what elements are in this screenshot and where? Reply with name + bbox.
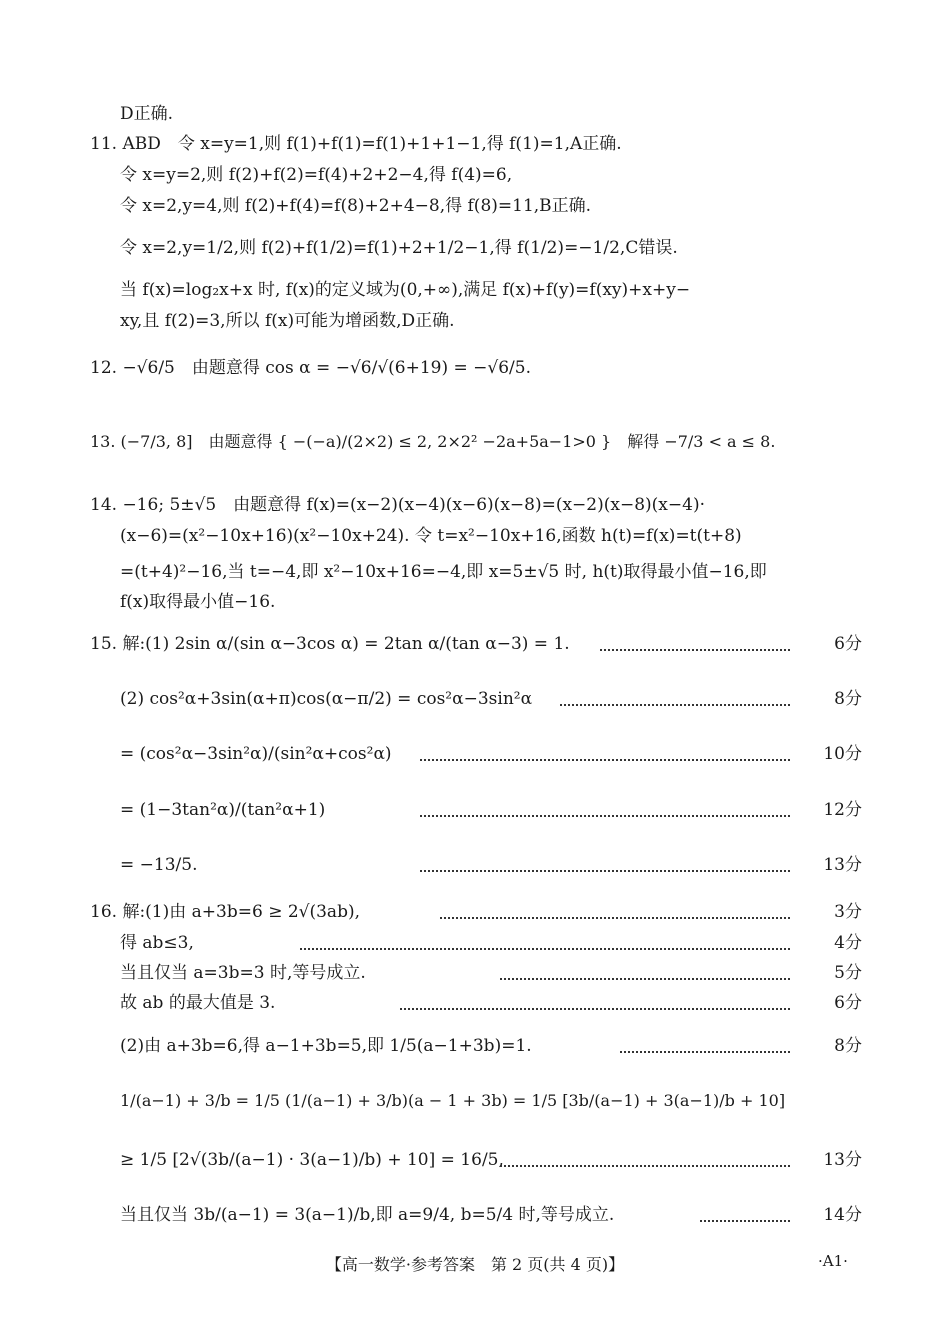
- text-line: 得 ab≤3,: [120, 933, 194, 953]
- score-label: 13分: [823, 1150, 862, 1170]
- text-line: 当且仅当 a=3b=3 时,等号成立.: [120, 963, 366, 983]
- text-line: 当且仅当 3b/(a−1) = 3(a−1)/b,即 a=9/4, b=5/4 时,等号成立.: [120, 1205, 615, 1225]
- page-footer: 【高一数学·参考答案 第 2 页(共 4 页)】: [325, 1255, 625, 1274]
- text-line: = (1−3tan²α)/(tan²α+1): [120, 800, 326, 820]
- text-line: 令 x=y=2,则 f(2)+f(2)=f(4)+2+2−4,得 f(4)=6,: [120, 165, 513, 185]
- edition-tag: ·A1·: [818, 1252, 848, 1270]
- dot-leader: [420, 759, 790, 761]
- text-line: xy,且 f(2)=3,所以 f(x)可能为增函数,D正确.: [120, 311, 455, 331]
- score-label: 14分: [823, 1205, 862, 1225]
- dot-leader: [600, 649, 790, 651]
- dot-leader: [420, 870, 790, 872]
- dot-leader: [500, 978, 790, 980]
- text-line: (2)由 a+3b=6,得 a−1+3b=5,即 1/5(a−1+3b)=1.: [120, 1036, 532, 1056]
- text-line: = (cos²α−3sin²α)/(sin²α+cos²α): [120, 744, 392, 764]
- text-line: 12. −√6/5 由题意得 cos α = −√6/√(6+19) = −√6/5.: [90, 358, 531, 378]
- dot-leader: [440, 917, 790, 919]
- dot-leader: [620, 1051, 790, 1053]
- text-line: 14. −16; 5±√5 由题意得 f(x)=(x−2)(x−4)(x−6)(x−8)=(x−2)(x−8)(x−4)·: [90, 495, 705, 515]
- text-line: 11. ABD 令 x=y=1,则 f(1)+f(1)=f(1)+1+1−1,得 f(1)=1,A正确.: [90, 134, 622, 154]
- text-line: 当 f(x)=log₂x+x 时, f(x)的定义域为(0,+∞),满足 f(x)+f(y)=f(xy)+x+y−: [120, 280, 691, 300]
- score-label: 8分: [834, 689, 862, 709]
- text-line: 16. 解:(1)由 a+3b=6 ≥ 2√(3ab),: [90, 902, 360, 922]
- dot-leader: [300, 948, 790, 950]
- dot-leader: [400, 1008, 790, 1010]
- text-line: 令 x=2,y=1/2,则 f(2)+f(1/2)=f(1)+2+1/2−1,得 f(1/2)=−1/2,C错误.: [120, 238, 678, 258]
- score-label: 12分: [823, 800, 862, 820]
- score-label: 6分: [834, 993, 862, 1013]
- text-line: 1/(a−1) + 3/b = 1/5 (1/(a−1) + 3/b)(a − 1 + 3b) = 1/5 [3b/(a−1) + 3(a−1)/b + 10]: [120, 1091, 786, 1110]
- text-line: 13. (−7/3, 8] 由题意得 { −(−a)/(2×2) ≤ 2, 2×2² −2a+5a−1>0 } 解得 −7/3 < a ≤ 8.: [90, 432, 776, 451]
- score-label: 6分: [834, 634, 862, 654]
- dot-leader: [420, 815, 790, 817]
- text-line: 15. 解:(1) 2sin α/(sin α−3cos α) = 2tan α/(tan α−3) = 1.: [90, 634, 570, 654]
- dot-leader: [700, 1220, 790, 1222]
- dot-leader: [560, 704, 790, 706]
- dot-leader: [500, 1165, 790, 1167]
- text-line: (x−6)=(x²−10x+16)(x²−10x+24). 令 t=x²−10x+16,函数 h(t)=f(x)=t(t+8): [120, 526, 742, 546]
- score-label: 3分: [834, 902, 862, 922]
- score-label: 4分: [834, 933, 862, 953]
- score-label: 5分: [834, 963, 862, 983]
- text-line: (2) cos²α+3sin(α+π)cos(α−π/2) = cos²α−3sin²α: [120, 689, 533, 709]
- text-line: =(t+4)²−16,当 t=−4,即 x²−10x+16=−4,即 x=5±√5 时, h(t)取得最小值−16,即: [120, 562, 767, 582]
- text-line: = −13/5.: [120, 855, 198, 875]
- text-line: f(x)取得最小值−16.: [120, 592, 276, 612]
- text-line: D正确.: [120, 104, 174, 124]
- score-label: 8分: [834, 1036, 862, 1056]
- score-label: 10分: [823, 744, 862, 764]
- score-label: 13分: [823, 855, 862, 875]
- text-line: ≥ 1/5 [2√(3b/(a−1) · 3(a−1)/b) + 10] = 16/5,: [120, 1150, 504, 1170]
- text-line: 故 ab 的最大值是 3.: [120, 993, 276, 1013]
- text-line: 令 x=2,y=4,则 f(2)+f(4)=f(8)+2+4−8,得 f(8)=11,B正确.: [120, 196, 592, 216]
